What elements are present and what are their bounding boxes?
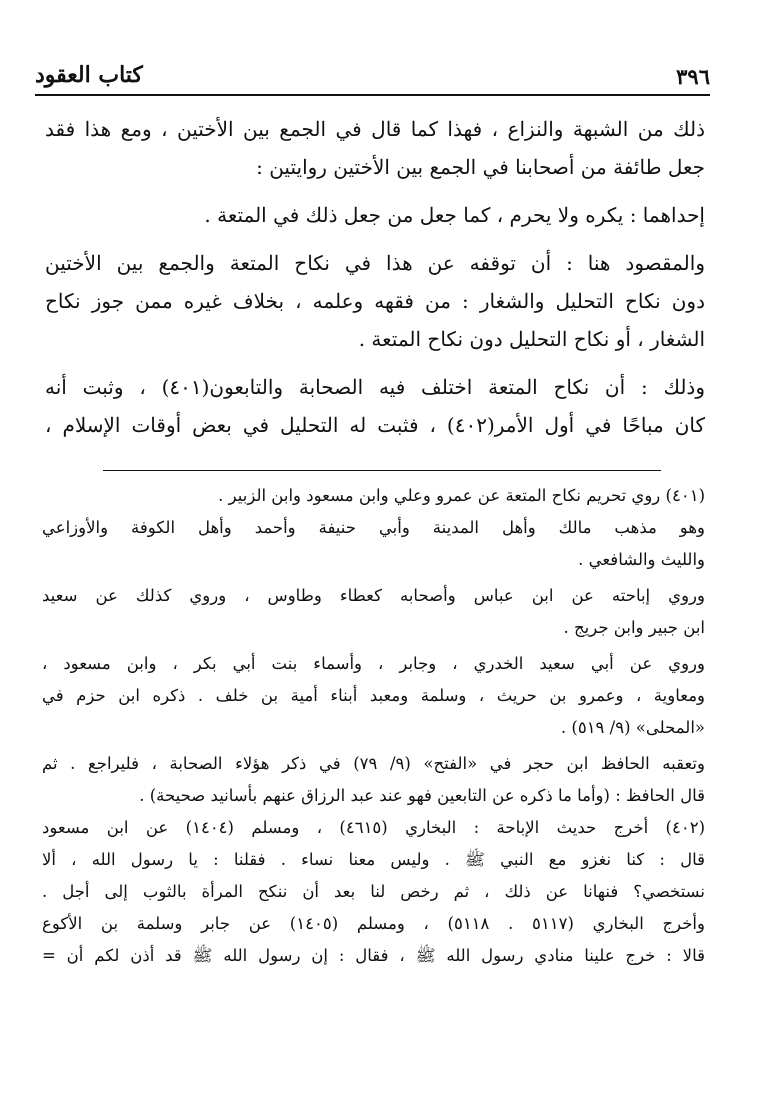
footnote-line: وهو مذهب مالك وأهل المدينة وأبي حنيفة وأحمد وأهل الكوفة والأوزاعي <box>42 518 705 537</box>
body-line: الشغار ، أو نكاح التحليل دون نكاح المتعة . <box>358 327 705 351</box>
footnote-line: وأخرج البخاري (٥١١٧ . ٥١١٨) ، ومسلم (١٤٠٥) عن جابر وسلمة بن الأكوع <box>42 914 705 933</box>
body-line: وذلك : أن نكاح المتعة اختلف فيه الصحابة والتابعون(٤٠١) ، وثبت أنه <box>45 375 705 399</box>
footnote-line: «المحلى» (٩/ ٥١٩) . <box>560 718 705 737</box>
footnote-line: قالا : خرج علينا منادي رسول الله ﷺ ، فقال : إن رسول الله ﷺ قد أذن لكم أن = <box>42 946 705 965</box>
footnote-line: (٤٠١) روي تحريم نكاح المتعة عن عمرو وعلي وابن مسعود وابن الزبير . <box>218 486 705 505</box>
footnote-line: وروي إباحته عن ابن عباس وأصحابه كعطاء وطاوس ، وروي كذلك عن سعيد <box>42 586 705 605</box>
footnote-line: (٤٠٢) أخرج حديث الإباحة : البخاري (٤٦١٥) ، ومسلم (١٤٠٤) عن ابن مسعود <box>42 818 705 837</box>
main-text <box>45 110 705 444</box>
footnote-line: ومعاوية ، وعمرو بن حريث ، وسلمة ومعبد أبناء أمية بن خلف . ذكره ابن حزم في <box>42 686 705 705</box>
footnote-line: قال الحافظ : (وأما ما ذكره عن التابعين فهو عند عبد الرزاق عنهم بأسانيد صحيحة) . <box>139 786 705 805</box>
body-line: والمقصود هنا : أن توقفه عن هذا في نكاح المتعة والجمع بين الأختين <box>45 251 705 275</box>
page-number: ٣٩٦ <box>676 64 710 89</box>
footnote-line: والليث والشافعي . <box>578 550 705 569</box>
footnotes <box>42 480 705 972</box>
body-line: ذلك من الشبهة والنزاع ، فهذا كما قال في الجمع بين الأختين ، ومع هذا فقد <box>45 117 705 141</box>
footnote-line: وتعقبه الحافظ ابن حجر في «الفتح» (٩/ ٧٩) في ذكر هؤلاء الصحابة ، فليراجع . ثم <box>42 754 705 773</box>
footnote-separator <box>103 470 661 471</box>
body-line: دون نكاح التحليل والشغار : من فقهه وعلمه ، بخلاف غيره ممن جوز نكاح <box>45 289 705 313</box>
page-header <box>35 58 710 96</box>
footnote-line: قال : كنا نغزو مع النبي ﷺ . وليس معنا نساء . فقلنا : يا رسول الله ، ألا <box>42 850 705 869</box>
footnote-line: نستخصي؟ فنهانا عن ذلك ، ثم رخص لنا بعد أن ننكح المرأة بالثوب إلى أجل . <box>42 882 705 901</box>
body-line: إحداهما : يكره ولا يحرم ، كما جعل من جعل ذلك في المتعة . <box>204 203 705 227</box>
footnote-line: ابن جبير وابن جريج . <box>563 618 705 637</box>
body-line: جعل طائفة من أصحابنا في الجمع بين الأختين روايتين : <box>256 155 705 179</box>
running-title: كتاب العقود <box>35 62 143 88</box>
footnote-line: وروي عن أبي سعيد الخدري ، وجابر ، وأسماء بنت أبي بكر ، وابن مسعود ، <box>42 654 705 673</box>
body-line: كان مباحًا في أول الأمر(٤٠٢) ، فثبت له التحليل في بعض أوقات الإسلام ، <box>45 413 705 437</box>
